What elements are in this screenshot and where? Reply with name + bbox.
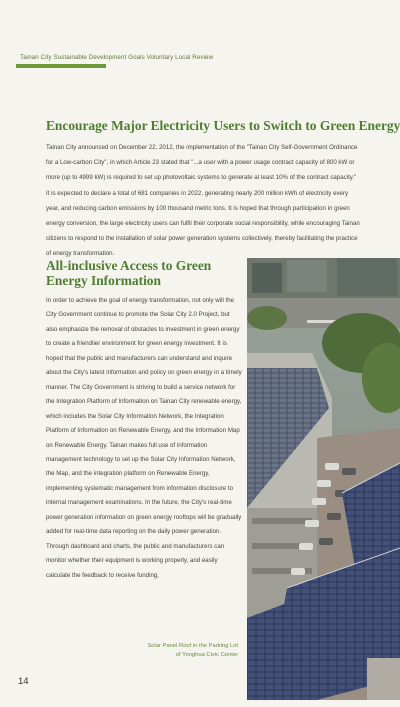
photo-caption-line-1: Solar Panel Roof in the Parking Lot xyxy=(147,643,238,649)
section-body-green-energy-info: In order to achieve the goal of energy transformation, not only will the City Government continue to promote the Solar City 2.0 Project, but also emphasize the removal of obstacles to investment in green energy to create a friendlier environment for green energy investment. It is hoped that the public and manufacturers can understand and inquire about the City's latest information and policy on green energy in a timely manner. The City Government is striving to build a service network for the Integration Platform of Information on Tainan City renewable energy, which includes the Solar City Information Network, the Integration Platform of Information on Renewable Energy, and the Information Map on Renewable Energy. Tainan makes full use of information management technology to set up the Solar City Information Network, the Map, and the integration platform on Renewable Energy, implementing systematic management from information disclosure to internal management examinations. In the future, the City's real-time power generation information on green energy rooftops will be gradually added for real-time data reporting on the daily power generation. Through dashboard and charts, the public and manufacturers can monitor whether their equipment is working properly, and easily calculate the feedback to receive funding. xyxy=(46,297,242,579)
page-number: 14 xyxy=(18,676,29,687)
header-accent-bar xyxy=(16,64,106,68)
section-title-major-users: Encourage Major Electricity Users to Switch to Green Energy xyxy=(46,118,400,133)
photo-caption xyxy=(120,642,238,660)
photo-caption-line-2: of Yonghua Civic Center xyxy=(175,652,238,658)
section-title-green-energy-info: All-inclusive Access to Green Energy Information xyxy=(46,258,212,288)
section-body-major-users: Tainan City announced on December 22, 2012, the implementation of the "Tainan City Self-Government Ordinance for a Low-carbon City", in which Article 23 stated that "...a user with a power usage contract capacity of 800 kW or more (up to 4999 kW) is required to set up photovoltaic systems to generate at least 10% of the contract capacity." It is expected to declare a total of 681 companies in 2022, generating nearly 200 million kWh of electricity every year, and reducing carbon emissions by 100 thousand metric tons. It is hoped that through participation in green energy conversion, the large electricity users can fulfil their corporate social responsibility, while encouraging Tainan citizens to respond to the installation of solar power generation systems collectively, thereby facilitating the practice of energy transformation. xyxy=(46,144,360,258)
solar-parking-photo xyxy=(247,258,400,700)
running-header: Tainan City Sustainable Development Goals Voluntary Local Review xyxy=(20,54,214,61)
